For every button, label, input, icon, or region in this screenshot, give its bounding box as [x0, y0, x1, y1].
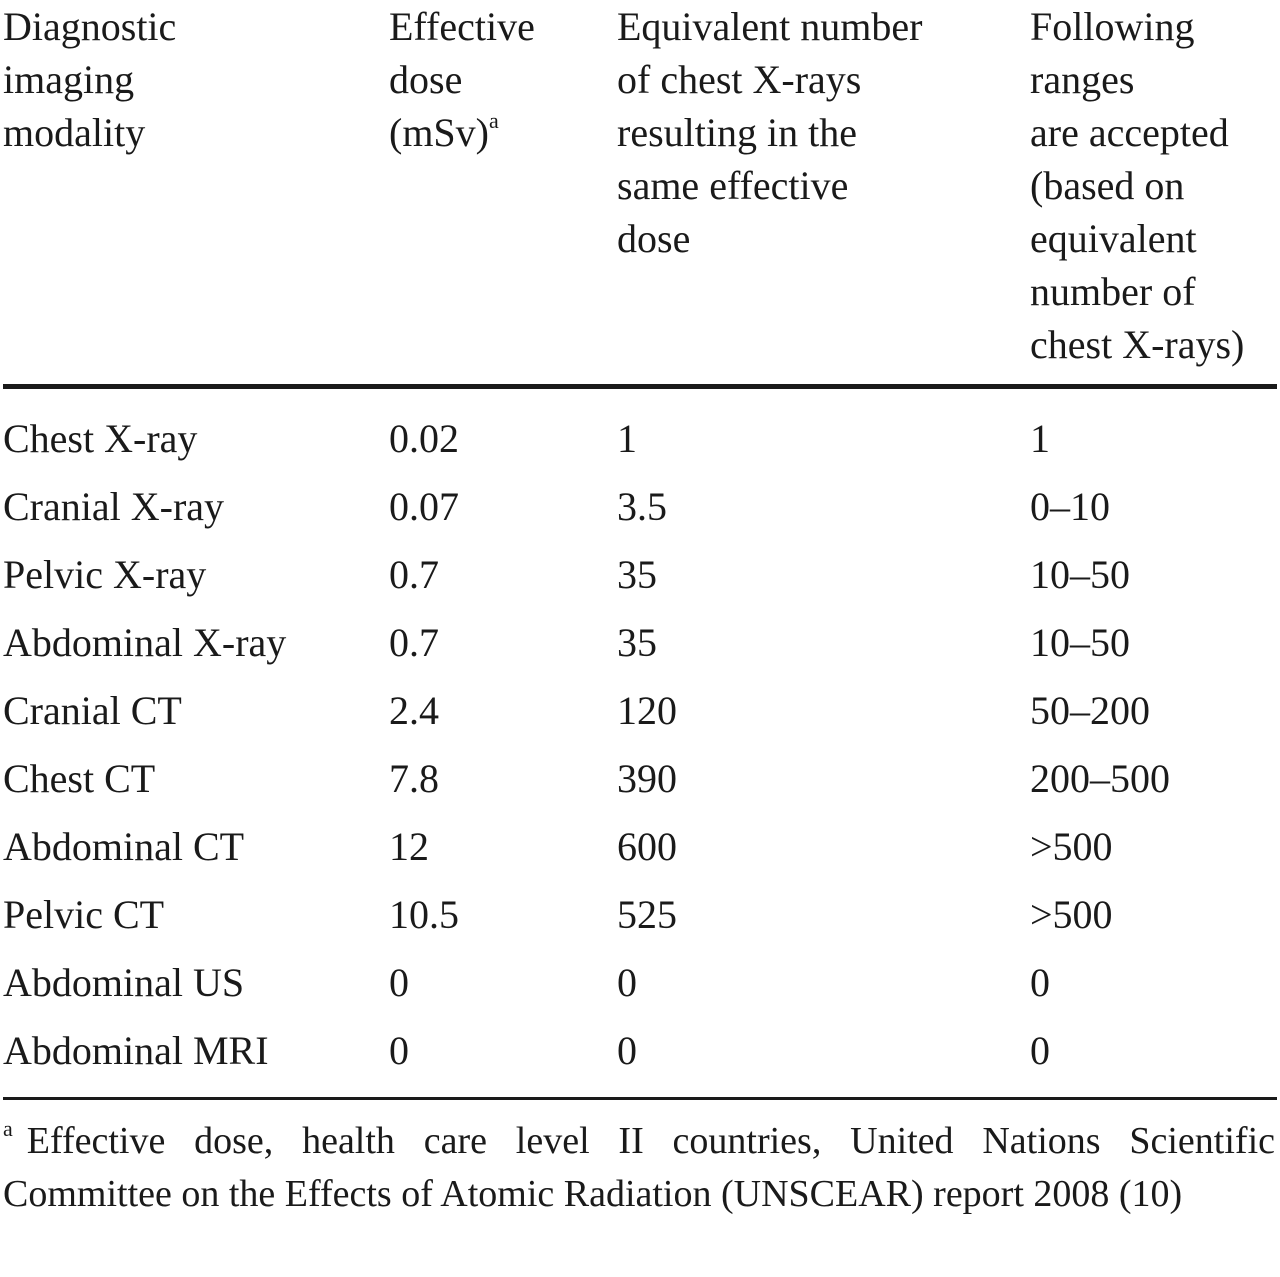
footnote-marker: a	[3, 1116, 13, 1141]
cell-effective-dose: 0	[389, 1028, 409, 1073]
cell-equivalent-number: 600	[617, 824, 677, 869]
cell-equivalent-number: 3.5	[617, 484, 667, 529]
cell-equivalent-number: 0	[617, 960, 637, 1005]
cell-equivalent-number: 35	[617, 620, 657, 665]
header-line: dose	[389, 57, 463, 102]
table-row	[0, 745, 1280, 813]
header-line: dose	[617, 216, 691, 261]
header-divider	[3, 384, 1277, 389]
table-row	[0, 541, 1280, 609]
header-line: are accepted	[1030, 110, 1229, 155]
cell-accepted-range: 0	[1030, 960, 1050, 1005]
cell-equivalent-number: 0	[617, 1028, 637, 1073]
table-row	[0, 1017, 1280, 1085]
cell-modality: Abdominal US	[3, 960, 245, 1005]
cell-modality: Cranial CT	[3, 688, 182, 733]
cell-accepted-range: >500	[1030, 824, 1113, 869]
header-line: resulting in the	[617, 110, 857, 155]
header-equivalent-number	[617, 0, 922, 265]
cell-accepted-range: 0	[1030, 1028, 1050, 1073]
cell-equivalent-number: 120	[617, 688, 677, 733]
cell-effective-dose: 12	[389, 824, 429, 869]
cell-accepted-range: 0–10	[1030, 484, 1110, 529]
header-line: Equivalent number	[617, 4, 923, 49]
cell-effective-dose: 0.7	[389, 552, 439, 597]
cell-modality: Abdominal MRI	[3, 1028, 269, 1073]
table-row	[0, 949, 1280, 1017]
cell-accepted-range: 200–500	[1030, 756, 1170, 801]
table-row	[0, 677, 1280, 745]
header-line: of chest X-rays	[617, 57, 862, 102]
header-diagnostic-imaging-modality	[3, 0, 176, 159]
cell-modality: Pelvic CT	[3, 892, 165, 937]
cell-effective-dose: 0	[389, 960, 409, 1005]
table-body	[0, 405, 1280, 1085]
header-line: modality	[3, 110, 146, 155]
header-line: ranges	[1030, 57, 1135, 102]
header-line: Effective	[389, 4, 535, 49]
header-line: number of	[1030, 269, 1196, 314]
cell-accepted-range: 10–50	[1030, 620, 1130, 665]
footnote-marker: a	[489, 108, 499, 133]
cell-modality: Pelvic X-ray	[3, 552, 207, 597]
cell-effective-dose: 0.07	[389, 484, 459, 529]
cell-equivalent-number: 390	[617, 756, 677, 801]
cell-accepted-range: >500	[1030, 892, 1113, 937]
cell-effective-dose: 0.02	[389, 416, 459, 461]
cell-equivalent-number: 35	[617, 552, 657, 597]
header-line: (based on	[1030, 163, 1185, 208]
table-row	[0, 405, 1280, 473]
header-line	[389, 106, 535, 159]
cell-equivalent-number: 1	[617, 416, 637, 461]
header-line: Following	[1030, 4, 1195, 49]
cell-modality: Chest X-ray	[3, 416, 198, 461]
table-row	[0, 473, 1280, 541]
table-row	[0, 881, 1280, 949]
header-effective-dose	[389, 0, 535, 159]
header-line: equivalent	[1030, 216, 1197, 261]
header-line: imaging	[3, 57, 135, 102]
cell-effective-dose: 7.8	[389, 756, 439, 801]
table-header	[0, 0, 1280, 384]
footnote-text: Effective dose, health care level II countries, United Nations Scientific Committee on the Effects of Atomic Radiation (UNSCEAR) report 2008 (10)	[3, 1120, 1275, 1215]
table-row	[0, 609, 1280, 677]
cell-equivalent-number: 525	[617, 892, 677, 937]
cell-modality: Cranial X-ray	[3, 484, 225, 529]
cell-accepted-range: 50–200	[1030, 688, 1150, 733]
header-line-text: (mSv)	[389, 110, 489, 155]
table-bottom-rule	[3, 1097, 1277, 1100]
cell-modality: Abdominal CT	[3, 824, 245, 869]
table-footnote	[3, 1115, 1275, 1221]
cell-effective-dose: 0.7	[389, 620, 439, 665]
cell-accepted-range: 10–50	[1030, 552, 1130, 597]
cell-accepted-range: 1	[1030, 416, 1050, 461]
cell-modality: Abdominal X-ray	[3, 620, 287, 665]
cell-effective-dose: 2.4	[389, 688, 439, 733]
cell-effective-dose: 10.5	[389, 892, 459, 937]
header-line: same effective	[617, 163, 849, 208]
header-line: chest X-rays)	[1030, 322, 1245, 367]
cell-modality: Chest CT	[3, 756, 156, 801]
header-accepted-ranges	[1030, 0, 1244, 371]
table-row	[0, 813, 1280, 881]
header-line: Diagnostic	[3, 4, 177, 49]
